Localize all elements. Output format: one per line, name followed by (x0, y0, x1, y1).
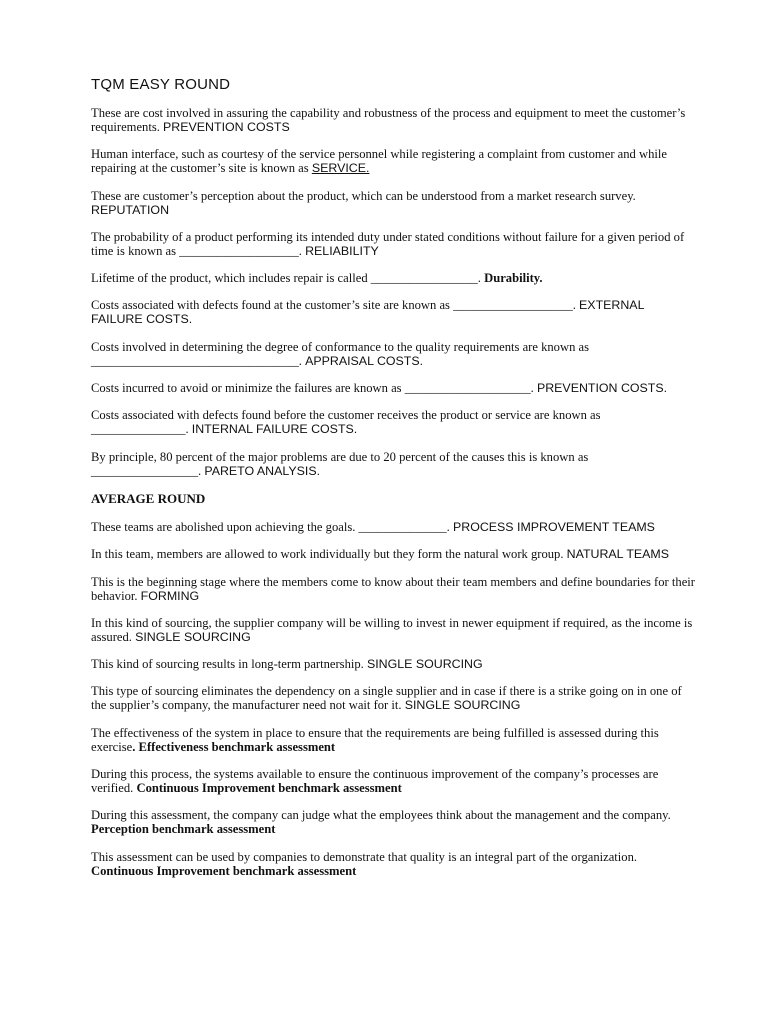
question-text: During this process, the systems available to ensure the continuous improvement of the company’s processes are verified. (91, 767, 659, 796)
question-paragraph (91, 575, 698, 603)
question-paragraph (91, 684, 698, 712)
question-text: These are cost involved in assuring the capability and robustness of the process and equipment to meet the customer’s requirements. (91, 106, 686, 134)
answer-text: Durability. (484, 271, 543, 286)
question-text: Costs associated with defects found at the customer’s site are known as ___________________. (91, 298, 580, 313)
question-paragraph (91, 106, 698, 134)
question-text: Costs involved in determining the degree of conformance to the quality requirements are known as _________________________________. (91, 339, 590, 368)
answer-text: SINGLE SOURCING (366, 657, 483, 672)
question-text: This kind of sourcing results in long-term partnership. (91, 657, 367, 672)
answer-text: SERVICE. (311, 161, 370, 176)
question-paragraph (91, 340, 698, 368)
question-text: These teams are abolished upon achieving the goals. ______________. (91, 519, 453, 534)
question-text: In this team, members are allowed to work individually but they form the natural work group. (91, 547, 567, 562)
question-paragraph (91, 767, 698, 795)
question-paragraph (91, 271, 698, 285)
answer-text: PROCESS IMPROVEMENT TEAMS (452, 519, 655, 534)
document-title: TQM EASY ROUND (91, 76, 231, 93)
answer-text: . Effectiveness benchmark assessment (132, 739, 336, 754)
answer-text: PREVENTION COSTS. (536, 381, 668, 396)
answer-text: EXTERNAL FAILURE COSTS. (91, 298, 645, 327)
question-text: This assessment can be used by companies to demonstrate that quality is an integral part of the organization. (91, 849, 638, 864)
answer-text: Continuous Improvement benchmark assessment (91, 863, 357, 878)
question-paragraph (91, 408, 698, 436)
question-text: During this assessment, the company can judge what the employees think about the management and the company. (91, 808, 671, 823)
section-heading: AVERAGE ROUND (91, 490, 206, 506)
question-paragraph (91, 808, 698, 836)
question-text: In this kind of sourcing, the supplier company will be willing to invest in newer equipment if required, as the income is assured. (91, 615, 693, 644)
question-text: Lifetime of the product, which includes repair is called _________________. (91, 271, 485, 286)
answer-text: Perception benchmark assessment (91, 822, 276, 837)
question-paragraph (91, 547, 698, 561)
question-text: Human interface, such as courtesy of the service personnel while registering a complaint from customer and while repairing at the customer’s site is known as (91, 147, 667, 176)
answer-text: PREVENTION COSTS (163, 120, 290, 134)
question-paragraph (91, 850, 698, 878)
question-text: These are customer’s perception about the product, which can be understood from a market research survey. (91, 188, 636, 203)
answer-text: FORMING (140, 588, 200, 603)
question-text: Costs associated with defects found before the customer receives the product or service are known as _______________. (91, 408, 601, 437)
answer-text: PARETO ANALYSIS. (204, 463, 321, 478)
question-paragraph (91, 230, 698, 258)
question-paragraph (91, 298, 698, 326)
question-text: By principle, 80 percent of the major problems are due to 20 percent of the causes this is known as _________________. (91, 449, 589, 478)
question-paragraph (91, 520, 698, 534)
question-paragraph (91, 450, 698, 478)
question-text: This type of sourcing eliminates the dependency on a single supplier and in case if there is a strike going on in one of the supplier’s company, the manufacturer need not wait for it. (91, 684, 682, 713)
question-paragraph (91, 189, 698, 217)
question-text: The effectiveness of the system in place to ensure that the requirements are being fulfilled is assessed during this exercise (91, 725, 659, 754)
answer-text: RELIABILITY (305, 243, 379, 258)
answer-text: INTERNAL FAILURE COSTS. (191, 422, 358, 437)
question-text: This is the beginning stage where the members come to know about their team members and define boundaries for their behavior. (91, 574, 695, 603)
question-paragraph (91, 657, 698, 671)
answer-text: NATURAL TEAMS (566, 547, 670, 562)
answer-text: REPUTATION (91, 202, 170, 217)
answer-text: APPRAISAL COSTS. (305, 353, 424, 368)
question-text: The probability of a product performing its intended duty under stated conditions without failure for a given period of time is known as ___________________. (91, 229, 685, 258)
question-paragraph (91, 616, 698, 644)
question-paragraph (91, 726, 698, 754)
answer-text: SINGLE SOURCING (404, 698, 521, 713)
question-paragraph (91, 147, 698, 175)
question-paragraph (91, 381, 698, 395)
answer-text: SINGLE SOURCING (135, 629, 251, 644)
question-text: Costs incurred to avoid or minimize the failures are known as ____________________. (91, 381, 537, 396)
answer-text: Continuous Improvement benchmark assessment (136, 781, 402, 796)
